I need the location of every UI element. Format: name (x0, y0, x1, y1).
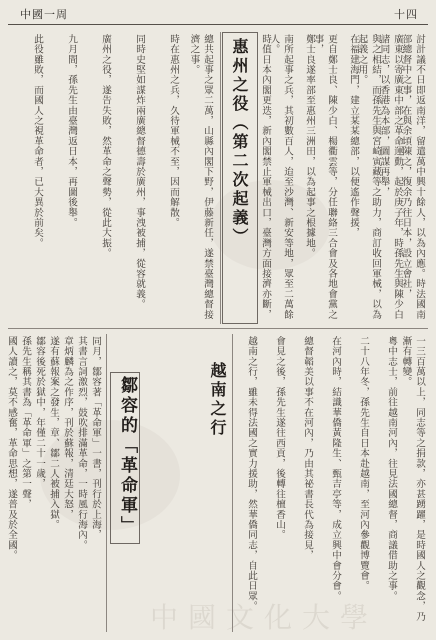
article-headline-zou-rong: 鄒容的「革命軍」 (117, 376, 137, 536)
text-column: 其書言詞激烈，鼓吹排滿革命，一時風行海內。 (76, 336, 87, 551)
text-column: 越南之行，雖未得法國之實力援助，然華僑同志，自此日眾。 (246, 336, 257, 612)
text-column: 討計議不日即返南洋，留遣萬中興十餘人，以為內應。時法國南部總督中之事，在與余頃陳之，復余乃往日本，設立會社， (400, 34, 425, 320)
text-column: 更自鄭士良、陳少白、楊衢雲等，分任聯絡三合會及各地會黨之事， (312, 34, 337, 320)
text-column: 一三百萬以上，同志等之捐款，亦甚踴躍，是時國人之觀念，乃漸有轉變。 (400, 336, 425, 622)
text-column: 同月，鄒容著「革命軍」一書，刊行於上海， (90, 336, 101, 540)
column-rule (232, 334, 233, 632)
text-column: 與之相結，而孫先生與宮崎寅藏等之助力，商訂收回軍械，以為起義之用。 (356, 34, 381, 320)
text-column: 章炳麟為之作序，刊於蘇報，清廷大怒， (62, 336, 73, 520)
text-column: 時值日本內閣更迭，新內閣禁止軍械出口，臺灣方面接濟亦斷， (260, 34, 271, 320)
text-column: 總督韜美以事不在河內，乃由其祕書長代為接見， (302, 336, 313, 561)
column-rule (106, 334, 107, 632)
header-rule (8, 24, 428, 25)
text-column: 九月間，孫先生由臺灣返日本，再圖後舉。 (66, 34, 77, 228)
text-column: 在福建海門，建立某某總部，以便遙作聲援， (348, 34, 359, 238)
text-column: 會見之後，孫先生遂往西貢，後轉往檀香山。 (274, 336, 285, 540)
text-column: 南所起事之兵，其初數百人，迨至沙灣、新安等地，眾至二萬餘人。 (268, 34, 293, 320)
text-column: 同時史堅如謀炸兩廣總督德壽於廣州，事洩被捕，從容就義。 (134, 34, 145, 310)
text-column: 鄭士良遂率部至惠州三洲田，以為起事之根據地。 (304, 34, 315, 259)
page-header (0, 0, 436, 28)
article-headline-vietnam: 越南之行 (208, 362, 227, 438)
text-column: 粵中志士，前往越南河內，往見法國總督，商議借助之事。 (386, 336, 397, 602)
watermark: 中國文化大學 (150, 601, 379, 634)
article-headline-huizhou: 惠州之役（第二次起義） (230, 38, 249, 247)
text-column: 遂有蘇報案之發生，章、鄒二人被捕入獄。 (48, 336, 59, 530)
text-column: 國人讀之，莫不感奮，革命思想，遂普及於全國。 (6, 336, 17, 561)
publication-title: 中國一周 (20, 8, 68, 21)
page-number: 十四 (394, 8, 418, 21)
column-rule (220, 32, 221, 324)
text-column: 廣州之役，遂告失敗，然革命之聲勢，從此大振。 (100, 34, 111, 259)
text-column: 鄒容後死於獄中，年僅二十一歲， (34, 336, 45, 489)
text-column: 總共起事之眾二萬，山縣內閣下野，伊藤新任，遂禁臺灣總督接濟之事。 (188, 34, 213, 320)
text-column: 廣東以寄廣東中部之革命運動，起於庚子年，時孫先生與陳少白諸同志，以香港為本部，圖謀再舉， (378, 34, 403, 320)
text-column: 此役雖敗，而國人之視革命者，已大異於前矣。 (32, 34, 43, 249)
text-column: 時在惠州之兵，久待軍械不至，因而解散。 (168, 34, 179, 228)
text-column: 孫先生稱其書為「革命軍」之第一聲， (20, 336, 31, 510)
text-column: 二十八年冬，孫先生自日本赴越南，至河內參觀博覽會。 (358, 336, 369, 591)
section-divider (8, 328, 428, 329)
text-column: 在河內時，結識華僑黃隆生、甄吉亭等，成立興中會分會。 (330, 336, 341, 602)
